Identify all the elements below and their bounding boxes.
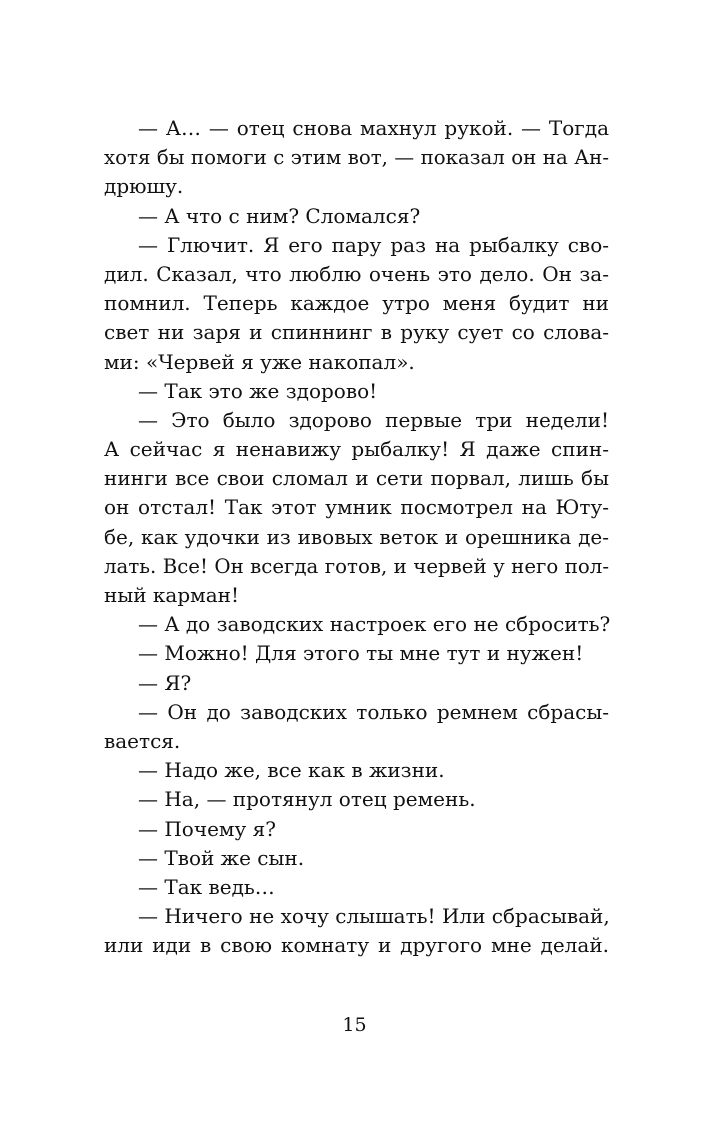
text-line: — А… — отец снова махнул рукой. — Тогда: [138, 116, 609, 140]
text-line: — Надо же, все как в жизни.: [138, 758, 445, 783]
body-text: [104, 114, 609, 960]
page-number: 15: [342, 1014, 367, 1036]
text-line: — Ничего не хочу слышать! Или сбрасывай,: [138, 904, 610, 929]
text-line: ный карман!: [104, 583, 240, 607]
text-line: нинги все свои сломал и сети порвал, лишь бы: [104, 466, 609, 491]
text-line: ми: «Червей я уже накопал».: [104, 349, 415, 374]
text-line: — Можно! Для этого ты мне тут и нужен!: [138, 641, 584, 666]
text-line: дрюшу.: [104, 174, 184, 199]
text-line: дил. Сказал, что люблю очень это дело. Он за-: [104, 261, 609, 286]
text-line: вается.: [104, 728, 181, 753]
text-line: бе, как удочки из ивовых веток и орешника де-: [104, 524, 609, 549]
text-line: хотя бы помоги с этим вот, — показал он на Ан-: [104, 146, 609, 170]
text-line: свет ни заря и спиннинг в руку сует со слова-: [104, 320, 609, 345]
text-line: — Твой же сын.: [138, 845, 305, 870]
text-line: — Так ведь…: [138, 874, 275, 899]
text-line: — Я?: [138, 670, 192, 695]
text-line: лать. Все! Он всегда готов, и червей у него пол-: [104, 554, 609, 578]
text-line: или иди в свою комнату и другого мне делай.: [104, 933, 609, 958]
text-line: — Глючит. Я его пару раз на рыбалку сво-: [138, 232, 609, 257]
text-line: А сейчас я ненавижу рыбалку! Я даже спин-: [104, 437, 609, 462]
text-line: — На, — протянул отец ремень.: [138, 787, 476, 812]
text-line: — Он до заводских только ремнем сбрасы-: [138, 699, 609, 724]
text-line: — А что с ним? Сломался?: [138, 203, 421, 228]
text-line: — Почему я?: [138, 816, 276, 841]
text-line: — Так это же здорово!: [138, 378, 378, 403]
text-line: он отстал! Так этот умник посмотрел на Юту-: [104, 495, 609, 520]
text-line: — Это было здорово первые три недели!: [138, 407, 609, 432]
text-line: помнил. Теперь каждое утро меня будит ни: [104, 291, 609, 316]
text-line: — А до заводских настроек его не сбросить?: [138, 612, 611, 637]
